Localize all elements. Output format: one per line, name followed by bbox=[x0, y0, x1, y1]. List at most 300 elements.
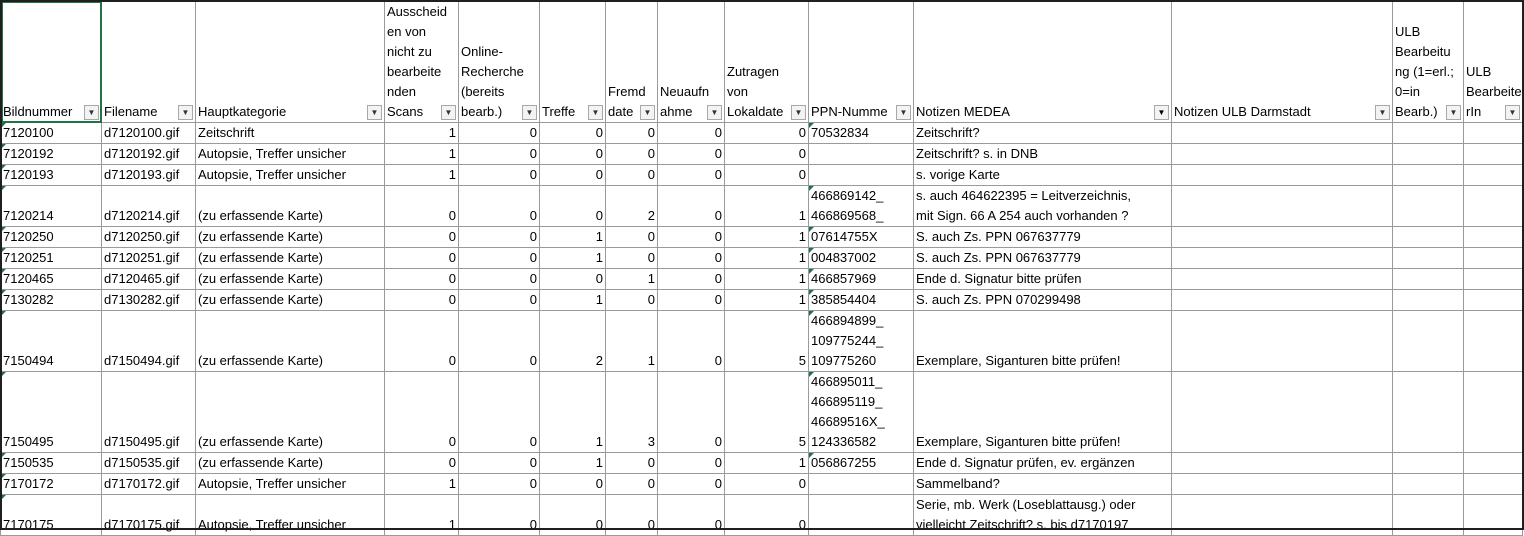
table-row bbox=[1, 165, 1523, 186]
cell-text-line: S. auch Zs. PPN 070299498 bbox=[916, 292, 1081, 307]
cell-treffer[interactable]: 0 bbox=[540, 186, 606, 227]
cell-ulbnot[interactable] bbox=[1172, 495, 1393, 536]
cell-medea[interactable] bbox=[914, 248, 1172, 269]
cell-neu[interactable]: 0 bbox=[658, 372, 725, 453]
cell-aussch[interactable]: 0 bbox=[385, 248, 459, 269]
cell-haupt[interactable]: Autopsie, Treffer unsicher bbox=[196, 495, 385, 536]
cell-haupt[interactable]: Autopsie, Treffer unsicher bbox=[196, 144, 385, 165]
cell-ulbnot[interactable] bbox=[1172, 165, 1393, 186]
cell-ppn[interactable] bbox=[809, 123, 914, 144]
cell-ulbnot[interactable] bbox=[1172, 123, 1393, 144]
cell-ulbbearb[interactable] bbox=[1393, 165, 1464, 186]
cell-bild[interactable]: 7170175 bbox=[1, 495, 102, 536]
cell-ppn[interactable] bbox=[809, 248, 914, 269]
cell-aussch[interactable]: 1 bbox=[385, 165, 459, 186]
cell-ppn[interactable] bbox=[809, 453, 914, 474]
error-indicator-icon bbox=[1, 248, 6, 253]
error-indicator-icon bbox=[809, 269, 814, 274]
cell-ulbnot[interactable] bbox=[1172, 290, 1393, 311]
column-header-label: ng (1=erl.; bbox=[1395, 64, 1454, 79]
cell-online[interactable]: 0 bbox=[459, 372, 540, 453]
cell-haupt[interactable]: (zu erfassende Karte) bbox=[196, 311, 385, 372]
table-row bbox=[1, 269, 1523, 290]
cell-treffer[interactable]: 0 bbox=[540, 165, 606, 186]
cell-text-line: Exemplare, Siganturen bitte prüfen! bbox=[916, 353, 1121, 368]
cell-fremd[interactable]: 1 bbox=[606, 311, 658, 372]
column-header-online[interactable] bbox=[459, 1, 540, 123]
cell-bild[interactable]: 7170172 bbox=[1, 474, 102, 495]
cell-file[interactable]: d7170175.gif bbox=[102, 495, 196, 536]
filter-dropdown-icon[interactable]: ▼ bbox=[367, 105, 382, 120]
cell-neu[interactable]: 0 bbox=[658, 248, 725, 269]
column-header-neu[interactable] bbox=[658, 1, 725, 123]
cell-file[interactable]: d7170172.gif bbox=[102, 474, 196, 495]
cell-medea[interactable] bbox=[914, 474, 1172, 495]
cell-neu[interactable]: 0 bbox=[658, 186, 725, 227]
cell-medea[interactable] bbox=[914, 453, 1172, 474]
cell-text-line: Exemplare, Siganturen bitte prüfen! bbox=[916, 434, 1121, 449]
column-header-treffer[interactable] bbox=[540, 1, 606, 123]
cell-ulbbearbeiter[interactable] bbox=[1464, 290, 1523, 311]
cell-haupt[interactable]: Autopsie, Treffer unsicher bbox=[196, 165, 385, 186]
cell-zutr[interactable]: 0 bbox=[725, 474, 809, 495]
cell-ulbnot[interactable] bbox=[1172, 474, 1393, 495]
cell-zutr[interactable]: 0 bbox=[725, 165, 809, 186]
error-indicator-icon bbox=[1, 186, 6, 191]
cell-ulbbearbeiter[interactable] bbox=[1464, 227, 1523, 248]
cell-online[interactable]: 0 bbox=[459, 474, 540, 495]
cell-aussch[interactable]: 1 bbox=[385, 123, 459, 144]
cell-bild[interactable]: 7120250 bbox=[1, 227, 102, 248]
cell-bild[interactable]: 7150535 bbox=[1, 453, 102, 474]
cell-treffer[interactable]: 1 bbox=[540, 248, 606, 269]
cell-ulbbearb[interactable] bbox=[1393, 269, 1464, 290]
cell-text-line: 07614755X bbox=[811, 229, 878, 244]
cell-haupt[interactable]: (zu erfassende Karte) bbox=[196, 290, 385, 311]
table-row bbox=[1, 123, 1523, 144]
column-header-label: Bearb.) bbox=[1395, 104, 1438, 119]
column-header-label: Fremd bbox=[608, 84, 646, 99]
error-indicator-icon bbox=[809, 311, 814, 316]
cell-aussch[interactable]: 1 bbox=[385, 495, 459, 536]
cell-haupt[interactable]: (zu erfassende Karte) bbox=[196, 227, 385, 248]
cell-aussch[interactable]: 0 bbox=[385, 453, 459, 474]
column-header-ppn[interactable] bbox=[809, 1, 914, 123]
column-header-label: rIn bbox=[1466, 104, 1482, 119]
table-row bbox=[1, 144, 1523, 165]
filter-dropdown-icon[interactable]: ▼ bbox=[791, 105, 806, 120]
column-header-label: bearb.) bbox=[461, 104, 503, 119]
cell-ppn[interactable] bbox=[809, 474, 914, 495]
cell-ulbnot[interactable] bbox=[1172, 186, 1393, 227]
cell-ppn[interactable] bbox=[809, 372, 914, 453]
cell-bild[interactable]: 7120100 bbox=[1, 123, 102, 144]
error-indicator-icon bbox=[809, 227, 814, 232]
filter-active-icon[interactable]: ▼ bbox=[1154, 105, 1169, 120]
cell-haupt[interactable]: (zu erfassende Karte) bbox=[196, 186, 385, 227]
cell-treffer[interactable]: 0 bbox=[540, 495, 606, 536]
cell-fremd[interactable]: 0 bbox=[606, 248, 658, 269]
table-row bbox=[1, 248, 1523, 269]
cell-text-line: 466895119_ bbox=[811, 394, 883, 409]
column-header-label: Online- bbox=[461, 44, 503, 59]
cell-text-line: S. auch Zs. PPN 067637779 bbox=[916, 229, 1081, 244]
cell-treffer[interactable]: 2 bbox=[540, 311, 606, 372]
cell-fremd[interactable]: 0 bbox=[606, 144, 658, 165]
cell-ulbbearb[interactable] bbox=[1393, 453, 1464, 474]
cell-text-line: Serie, mb. Werk (Loseblattausg.) oder bbox=[916, 497, 1136, 512]
cell-haupt[interactable]: (zu erfassende Karte) bbox=[196, 269, 385, 290]
cell-treffer[interactable]: 1 bbox=[540, 290, 606, 311]
column-header-label: Neuaufn bbox=[660, 84, 710, 99]
cell-aussch[interactable]: 0 bbox=[385, 269, 459, 290]
cell-ulbbearb[interactable] bbox=[1393, 123, 1464, 144]
cell-file[interactable]: d7150494.gif bbox=[102, 311, 196, 372]
cell-ppn[interactable] bbox=[809, 269, 914, 290]
cell-fremd[interactable]: 3 bbox=[606, 372, 658, 453]
cell-fremd[interactable]: 0 bbox=[606, 453, 658, 474]
cell-ulbbearb[interactable] bbox=[1393, 227, 1464, 248]
column-header-medea[interactable] bbox=[914, 1, 1172, 123]
cell-bild[interactable]: 7120193 bbox=[1, 165, 102, 186]
cell-text-line: 466895011_ bbox=[811, 374, 883, 389]
column-header-ulbnot[interactable] bbox=[1172, 1, 1393, 123]
column-header-ulbbearbeiter[interactable] bbox=[1464, 1, 1523, 123]
error-indicator-icon bbox=[1, 372, 6, 377]
filter-dropdown-icon[interactable]: ▼ bbox=[84, 105, 99, 120]
cell-ulbbearbeiter[interactable] bbox=[1464, 269, 1523, 290]
cell-aussch[interactable]: 0 bbox=[385, 311, 459, 372]
column-header-label: Bearbeitu bbox=[1395, 44, 1451, 59]
cell-zutr[interactable]: 1 bbox=[725, 248, 809, 269]
cell-treffer[interactable]: 1 bbox=[540, 372, 606, 453]
cell-text-line: Ende d. Signatur prüfen, ev. ergänzen bbox=[916, 455, 1135, 470]
table-row bbox=[1, 453, 1523, 474]
filter-dropdown-icon[interactable]: ▼ bbox=[522, 105, 537, 120]
cell-aussch[interactable]: 0 bbox=[385, 227, 459, 248]
cell-text-line: 109775260 bbox=[811, 353, 877, 368]
cell-ulbbearb[interactable] bbox=[1393, 372, 1464, 453]
column-header-label: Notizen ULB Darmstadt bbox=[1174, 104, 1311, 119]
cell-haupt[interactable]: (zu erfassende Karte) bbox=[196, 372, 385, 453]
cell-medea[interactable] bbox=[914, 165, 1172, 186]
column-header-label: ULB bbox=[1466, 64, 1492, 79]
cell-online[interactable]: 0 bbox=[459, 248, 540, 269]
cell-ulbbearbeiter[interactable] bbox=[1464, 144, 1523, 165]
cell-medea[interactable] bbox=[914, 290, 1172, 311]
cell-aussch[interactable]: 1 bbox=[385, 144, 459, 165]
cell-neu[interactable]: 0 bbox=[658, 290, 725, 311]
column-header-bild[interactable] bbox=[1, 1, 102, 123]
cell-file[interactable]: d7120465.gif bbox=[102, 269, 196, 290]
cell-text-line: Zeitschrift? s. in DNB bbox=[916, 146, 1039, 161]
cell-fremd[interactable]: 2 bbox=[606, 186, 658, 227]
cell-bild[interactable]: 7150495 bbox=[1, 372, 102, 453]
cell-treffer[interactable]: 0 bbox=[540, 123, 606, 144]
cell-text-line: vielleicht Zeitschrift? s. bis d7170197 bbox=[916, 517, 1129, 532]
cell-ulbbearbeiter[interactable] bbox=[1464, 165, 1523, 186]
filter-dropdown-icon[interactable]: ▼ bbox=[1505, 105, 1520, 120]
cell-neu[interactable]: 0 bbox=[658, 269, 725, 290]
cell-neu[interactable]: 0 bbox=[658, 165, 725, 186]
column-header-label: PPN-Numme bbox=[811, 104, 888, 119]
cell-fremd[interactable]: 0 bbox=[606, 495, 658, 536]
cell-file[interactable]: d7150495.gif bbox=[102, 372, 196, 453]
cell-ulbbearb[interactable] bbox=[1393, 144, 1464, 165]
filter-dropdown-icon[interactable]: ▼ bbox=[640, 105, 655, 120]
cell-file[interactable]: d7120250.gif bbox=[102, 227, 196, 248]
column-header-zutr[interactable] bbox=[725, 1, 809, 123]
cell-treffer[interactable]: 0 bbox=[540, 474, 606, 495]
column-header-label: Hauptkategorie bbox=[198, 104, 287, 119]
cell-file[interactable]: d7120192.gif bbox=[102, 144, 196, 165]
cell-treffer[interactable]: 0 bbox=[540, 144, 606, 165]
cell-ulbbearbeiter[interactable] bbox=[1464, 311, 1523, 372]
cell-haupt[interactable]: Autopsie, Treffer unsicher bbox=[196, 474, 385, 495]
cell-aussch[interactable]: 0 bbox=[385, 290, 459, 311]
column-header-aussch[interactable] bbox=[385, 1, 459, 123]
error-indicator-icon bbox=[1, 311, 6, 316]
cell-neu[interactable]: 0 bbox=[658, 311, 725, 372]
cell-ppn[interactable] bbox=[809, 227, 914, 248]
cell-fremd[interactable]: 1 bbox=[606, 269, 658, 290]
cell-ulbbearbeiter[interactable] bbox=[1464, 372, 1523, 453]
error-indicator-icon bbox=[809, 186, 814, 191]
cell-ppn[interactable] bbox=[809, 165, 914, 186]
cell-ulbbearb[interactable] bbox=[1393, 248, 1464, 269]
cell-medea[interactable] bbox=[914, 144, 1172, 165]
cell-bild[interactable]: 7120214 bbox=[1, 186, 102, 227]
cell-medea[interactable] bbox=[914, 186, 1172, 227]
cell-haupt[interactable]: (zu erfassende Karte) bbox=[196, 248, 385, 269]
column-header-fremd[interactable] bbox=[606, 1, 658, 123]
cell-zutr[interactable]: 1 bbox=[725, 290, 809, 311]
cell-neu[interactable]: 0 bbox=[658, 227, 725, 248]
cell-neu[interactable]: 0 bbox=[658, 474, 725, 495]
cell-ulbbearbeiter[interactable] bbox=[1464, 453, 1523, 474]
cell-ulbnot[interactable] bbox=[1172, 227, 1393, 248]
cell-bild[interactable]: 7150494 bbox=[1, 311, 102, 372]
filter-dropdown-icon[interactable]: ▼ bbox=[178, 105, 193, 120]
column-header-label: Treffe bbox=[542, 104, 576, 119]
table-body bbox=[1, 123, 1523, 536]
filter-dropdown-icon[interactable]: ▼ bbox=[441, 105, 456, 120]
cell-ulbnot[interactable] bbox=[1172, 453, 1393, 474]
cell-text-line: 466894899_ bbox=[811, 313, 884, 328]
cell-text-line: 056867255 bbox=[811, 455, 877, 470]
cell-ppn[interactable] bbox=[809, 144, 914, 165]
cell-fremd[interactable]: 0 bbox=[606, 290, 658, 311]
cell-ulbbearbeiter[interactable] bbox=[1464, 495, 1523, 536]
cell-online[interactable]: 0 bbox=[459, 269, 540, 290]
cell-zutr[interactable]: 0 bbox=[725, 144, 809, 165]
cell-bild[interactable]: 7120192 bbox=[1, 144, 102, 165]
filter-dropdown-icon[interactable]: ▼ bbox=[1375, 105, 1390, 120]
cell-zutr[interactable]: 1 bbox=[725, 186, 809, 227]
table-row bbox=[1, 227, 1523, 248]
cell-zutr[interactable]: 1 bbox=[725, 227, 809, 248]
column-header-label: nicht zu bbox=[387, 44, 432, 59]
cell-zutr[interactable]: 5 bbox=[725, 311, 809, 372]
cell-file[interactable]: d7120193.gif bbox=[102, 165, 196, 186]
cell-zutr[interactable]: 0 bbox=[725, 495, 809, 536]
cell-ulbnot[interactable] bbox=[1172, 372, 1393, 453]
cell-medea[interactable] bbox=[914, 227, 1172, 248]
error-indicator-icon bbox=[1, 123, 6, 128]
cell-bild[interactable]: 7130282 bbox=[1, 290, 102, 311]
cell-neu[interactable]: 0 bbox=[658, 453, 725, 474]
cell-text-line: Zeitschrift? bbox=[916, 125, 980, 140]
error-indicator-icon bbox=[1, 165, 6, 170]
cell-file[interactable]: d7130282.gif bbox=[102, 290, 196, 311]
column-header-label: date bbox=[608, 104, 634, 119]
cell-text-line: 466857969 bbox=[811, 271, 877, 286]
cell-ulbbearbeiter[interactable] bbox=[1464, 474, 1523, 495]
cell-online[interactable]: 0 bbox=[459, 311, 540, 372]
cell-text-line: 70532834 bbox=[811, 125, 869, 140]
column-header-haupt[interactable] bbox=[196, 1, 385, 123]
cell-text-line: 466869568_ bbox=[811, 208, 884, 223]
column-header-label: 0=in bbox=[1395, 84, 1420, 99]
cell-ppn[interactable] bbox=[809, 311, 914, 372]
table-row bbox=[1, 186, 1523, 227]
cell-neu[interactable]: 0 bbox=[658, 495, 725, 536]
cell-online[interactable]: 0 bbox=[459, 227, 540, 248]
cell-online[interactable]: 0 bbox=[459, 165, 540, 186]
cell-text-line: 109775244_ bbox=[811, 333, 884, 348]
header-row bbox=[1, 1, 1523, 123]
cell-text-line: 385854404 bbox=[811, 292, 877, 307]
filter-dropdown-icon[interactable]: ▼ bbox=[588, 105, 603, 120]
cell-bild[interactable]: 7120465 bbox=[1, 269, 102, 290]
column-header-label: Recherche bbox=[461, 64, 524, 79]
cell-fremd[interactable]: 0 bbox=[606, 165, 658, 186]
table-row bbox=[1, 311, 1523, 372]
cell-text-line: s. vorige Karte bbox=[916, 167, 1000, 182]
cell-medea[interactable] bbox=[914, 269, 1172, 290]
filter-dropdown-icon[interactable]: ▼ bbox=[707, 105, 722, 120]
cell-text-line: 466869142_ bbox=[811, 188, 884, 203]
column-header-label: nden bbox=[387, 84, 416, 99]
filter-dropdown-icon[interactable]: ▼ bbox=[896, 105, 911, 120]
cell-zutr[interactable]: 0 bbox=[725, 123, 809, 144]
cell-haupt[interactable]: Zeitschrift bbox=[196, 123, 385, 144]
column-header-file[interactable] bbox=[102, 1, 196, 123]
error-indicator-icon bbox=[1, 495, 6, 500]
column-header-label: von bbox=[727, 84, 748, 99]
cell-text-line: mit Sign. 66 A 254 auch vorhanden ? bbox=[916, 208, 1129, 223]
cell-fremd[interactable]: 0 bbox=[606, 227, 658, 248]
cell-medea[interactable] bbox=[914, 123, 1172, 144]
cell-file[interactable]: d7150535.gif bbox=[102, 453, 196, 474]
cell-text-line: Ende d. Signatur bitte prüfen bbox=[916, 271, 1082, 286]
table-row bbox=[1, 495, 1523, 536]
cell-text-line: 46689516X_ bbox=[811, 414, 885, 429]
column-header-label: Bildnummer bbox=[3, 104, 73, 119]
cell-online[interactable]: 0 bbox=[459, 123, 540, 144]
cell-ulbbearb[interactable] bbox=[1393, 186, 1464, 227]
table-row bbox=[1, 372, 1523, 453]
cell-neu[interactable]: 0 bbox=[658, 123, 725, 144]
cell-aussch[interactable]: 0 bbox=[385, 186, 459, 227]
error-indicator-icon bbox=[1, 453, 6, 458]
cell-ulbbearb[interactable] bbox=[1393, 311, 1464, 372]
error-indicator-icon bbox=[1, 227, 6, 232]
cell-file[interactable]: d7120100.gif bbox=[102, 123, 196, 144]
cell-aussch[interactable]: 0 bbox=[385, 372, 459, 453]
cell-ulbnot[interactable] bbox=[1172, 248, 1393, 269]
cell-file[interactable]: d7120251.gif bbox=[102, 248, 196, 269]
column-header-label: bearbeite bbox=[387, 64, 442, 79]
column-header-label: ahme bbox=[660, 104, 693, 119]
cell-fremd[interactable]: 0 bbox=[606, 123, 658, 144]
cell-online[interactable]: 0 bbox=[459, 453, 540, 474]
cell-ulbbearbeiter[interactable] bbox=[1464, 123, 1523, 144]
cell-haupt[interactable]: (zu erfassende Karte) bbox=[196, 453, 385, 474]
cell-zutr[interactable]: 5 bbox=[725, 372, 809, 453]
cell-ulbnot[interactable] bbox=[1172, 144, 1393, 165]
cell-ulbbearbeiter[interactable] bbox=[1464, 186, 1523, 227]
cell-ulbbearbeiter[interactable] bbox=[1464, 248, 1523, 269]
cell-ulbbearb[interactable] bbox=[1393, 290, 1464, 311]
cell-online[interactable]: 0 bbox=[459, 290, 540, 311]
cell-online[interactable]: 0 bbox=[459, 144, 540, 165]
error-indicator-icon bbox=[809, 372, 814, 377]
cell-online[interactable]: 0 bbox=[459, 495, 540, 536]
cell-ppn[interactable] bbox=[809, 495, 914, 536]
cell-file[interactable]: d7120214.gif bbox=[102, 186, 196, 227]
cell-text-line: Sammelband? bbox=[916, 476, 1000, 491]
column-header-label: ULB bbox=[1395, 24, 1421, 39]
cell-ppn[interactable] bbox=[809, 290, 914, 311]
cell-treffer[interactable]: 1 bbox=[540, 453, 606, 474]
cell-text-line: 124336582 bbox=[811, 434, 877, 449]
cell-bild[interactable]: 7120251 bbox=[1, 248, 102, 269]
cell-treffer[interactable]: 0 bbox=[540, 269, 606, 290]
cell-neu[interactable]: 0 bbox=[658, 144, 725, 165]
error-indicator-icon bbox=[809, 248, 814, 253]
cell-medea[interactable] bbox=[914, 311, 1172, 372]
column-header-label: Lokaldate bbox=[727, 104, 784, 119]
cell-ulbnot[interactable] bbox=[1172, 311, 1393, 372]
cell-zutr[interactable]: 1 bbox=[725, 269, 809, 290]
cell-ulbnot[interactable] bbox=[1172, 269, 1393, 290]
cell-medea[interactable] bbox=[914, 372, 1172, 453]
column-header-label: Bearbeite bbox=[1466, 84, 1522, 99]
error-indicator-icon bbox=[1, 269, 6, 274]
cell-zutr[interactable]: 1 bbox=[725, 453, 809, 474]
cell-aussch[interactable]: 1 bbox=[385, 474, 459, 495]
cell-text-line: 004837002 bbox=[811, 250, 877, 265]
column-header-ulbbearb[interactable] bbox=[1393, 1, 1464, 123]
error-indicator-icon bbox=[809, 290, 814, 295]
cell-ulbbearb[interactable] bbox=[1393, 474, 1464, 495]
filter-dropdown-icon[interactable]: ▼ bbox=[1446, 105, 1461, 120]
cell-ppn[interactable] bbox=[809, 186, 914, 227]
cell-treffer[interactable]: 1 bbox=[540, 227, 606, 248]
column-header-label: en von bbox=[387, 24, 427, 39]
cell-ulbbearb[interactable] bbox=[1393, 495, 1464, 536]
table-row bbox=[1, 474, 1523, 495]
cell-text-line: s. auch 464622395 = Leitverzeichnis, bbox=[916, 188, 1132, 203]
column-header-label: Filename bbox=[104, 104, 158, 119]
error-indicator-icon bbox=[1, 290, 6, 295]
cell-fremd[interactable]: 0 bbox=[606, 474, 658, 495]
column-header-label: Ausscheid bbox=[387, 4, 447, 19]
error-indicator-icon bbox=[809, 123, 814, 128]
cell-medea[interactable] bbox=[914, 495, 1172, 536]
cell-online[interactable]: 0 bbox=[459, 186, 540, 227]
